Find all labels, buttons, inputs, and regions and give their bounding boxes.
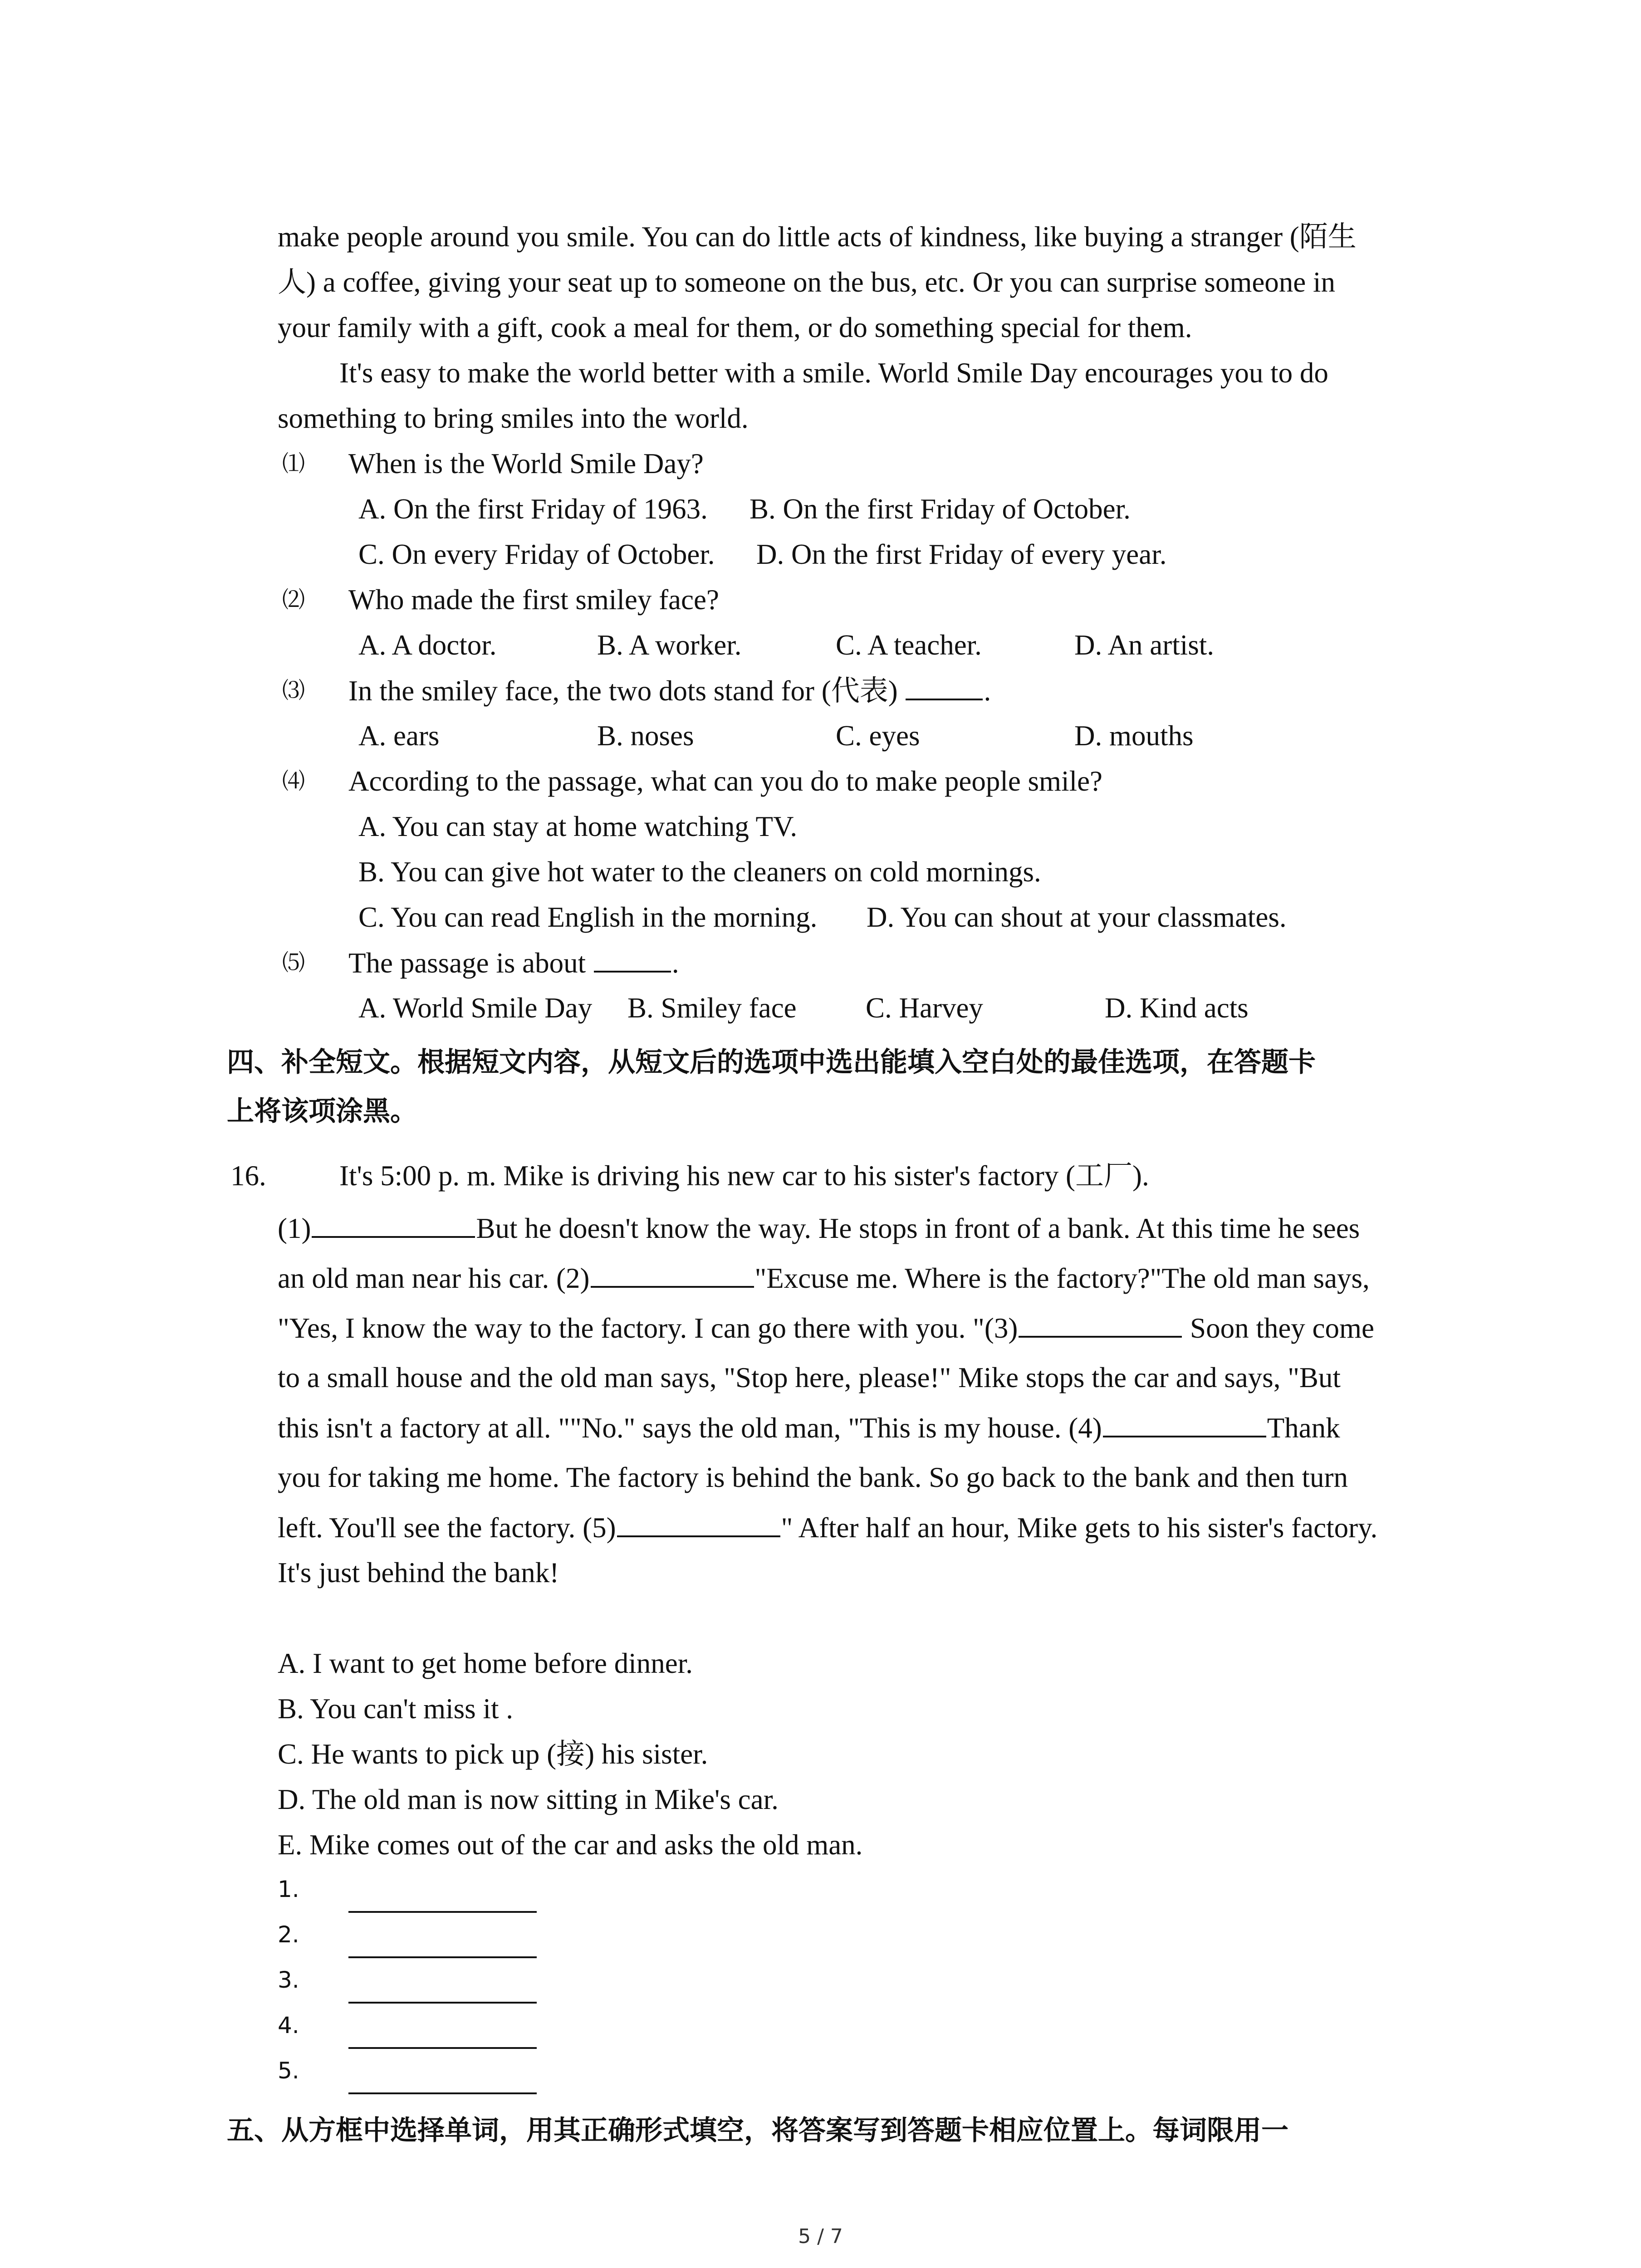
answer-number: 3.: [278, 1967, 299, 1993]
question-text: When is the World Smile Day?: [348, 448, 704, 479]
question-number: 16.: [230, 1160, 266, 1192]
option-a: A. A doctor.: [358, 629, 497, 661]
question-tail: .: [671, 947, 679, 979]
passage-text: Thank: [1267, 1412, 1340, 1444]
option-d: D. mouths: [1074, 720, 1194, 752]
option-d: D. Kind acts: [1105, 992, 1249, 1024]
passage-line: [278, 1310, 1374, 1346]
passage-line: It's just behind the bank!: [278, 1557, 559, 1589]
answer-number: 1.: [278, 1876, 299, 1902]
answer-blank: [1103, 1409, 1266, 1437]
question-number: ⑴: [282, 450, 305, 477]
question-number: ⑵: [282, 587, 305, 613]
option-c: C. Harvey: [866, 992, 983, 1024]
option-b: B. On the first Friday of October.: [749, 493, 1131, 525]
passage-line: [278, 1409, 1340, 1446]
answer-line[interactable]: [348, 1911, 537, 1913]
answer-number: 2.: [278, 1921, 299, 1948]
option-a: A. ears: [358, 720, 440, 752]
option-b: B. You can give hot water to the cleaners on cold mornings.: [358, 856, 1041, 888]
question-number: ⑶: [282, 677, 305, 704]
option-c: C. On every Friday of October.: [358, 538, 715, 570]
page-number: 5 / 7: [798, 2225, 843, 2248]
passage-line: [278, 1509, 1377, 1546]
choice-b: B. You can't miss it .: [278, 1693, 513, 1725]
passage-text: But he doesn't know the way. He stops in front of a bank. At this time he sees: [476, 1212, 1360, 1244]
blank-label: (1): [278, 1212, 311, 1244]
option-c: C. A teacher.: [836, 629, 982, 661]
answer-line[interactable]: [348, 2002, 537, 2004]
passage-text: left. You'll see the factory. (5): [278, 1512, 616, 1544]
option-a: A. World Smile Day: [358, 992, 593, 1024]
question-text-part: In the smiley face, the two dots stand for (代表): [348, 675, 898, 707]
passage-line: [278, 1210, 1360, 1246]
passage-line-4: It's easy to make the world better with a smile. World Smile Day encourages you to do: [339, 357, 1328, 389]
answer-line[interactable]: [348, 1956, 537, 1958]
passage-text: "Excuse me. Where is the factory?"The old man says,: [754, 1262, 1370, 1294]
passage-line: [278, 1260, 1370, 1296]
choice-c: C. He wants to pick up (接) his sister.: [278, 1738, 708, 1770]
passage-text: this isn't a factory at all. ""No." says the old man, "This is my house. (4): [278, 1412, 1102, 1444]
passage-text: an old man near his car. (2): [278, 1262, 590, 1294]
passage-line-3: your family with a gift, cook a meal for them, or do something special for them.: [278, 312, 1192, 343]
answer-line[interactable]: [348, 2092, 537, 2094]
option-a: A. You can stay at home watching TV.: [358, 811, 798, 842]
passage-line-5: something to bring smiles into the world.: [278, 402, 749, 434]
passage-text: Soon they come: [1190, 1312, 1374, 1344]
section-heading: 四、补全短文。根据短文内容，从短文后的选项中选出能填入空白处的最佳选项，在答题卡: [227, 1046, 1316, 1078]
choice-a: A. I want to get home before dinner.: [278, 1647, 693, 1679]
option-b: B. Smiley face: [627, 992, 797, 1024]
option-c: C. You can read English in the morning.: [358, 901, 818, 933]
question-text-part: The passage is about: [348, 947, 586, 979]
answer-blank: [594, 944, 671, 973]
option-d: D. An artist.: [1074, 629, 1214, 661]
answer-line[interactable]: [348, 2047, 537, 2049]
question-text: Who made the first smiley face?: [348, 584, 719, 616]
question-text: [348, 672, 991, 709]
passage-text: "Yes, I know the way to the factory. I can go there with you. "(3): [278, 1312, 1018, 1344]
passage-intro: It's 5:00 p. m. Mike is driving his new car to his sister's factory (工厂).: [339, 1160, 1149, 1192]
question-number: ⑷: [282, 768, 305, 794]
choice-e: E. Mike comes out of the car and asks the old man.: [278, 1829, 863, 1861]
answer-blank: [617, 1509, 780, 1537]
choice-d: D. The old man is now sitting in Mike's car.: [278, 1784, 779, 1815]
question-number: ⑸: [282, 949, 305, 976]
passage-line: to a small house and the old man says, "Stop here, please!" Mike stops the car and says, "But: [278, 1362, 1341, 1393]
passage-text: " After half an hour, Mike gets to his sister's factory.: [781, 1512, 1378, 1544]
option-d: D. You can shout at your classmates.: [867, 901, 1287, 933]
answer-number: 5.: [278, 2058, 299, 2084]
answer-blank: [1019, 1310, 1182, 1338]
answer-blank: [906, 672, 983, 700]
passage-line-1: make people around you smile. You can do little acts of kindness, like buying a stranger (陌生: [278, 221, 1357, 253]
section-heading: 五、从方框中选择单词，用其正确形式填空，将答案写到答题卡相应位置上。每词限用一: [227, 2115, 1288, 2146]
passage-line: you for taking me home. The factory is behind the bank. So go back to the bank and then turn: [278, 1461, 1348, 1493]
question-text: According to the passage, what can you do to make people smile?: [348, 765, 1102, 797]
answer-blank: [312, 1210, 475, 1238]
passage-line-2: 人) a coffee, giving your seat up to someone on the bus, etc. Or you can surprise someone in: [278, 266, 1335, 298]
option-a: A. On the first Friday of 1963.: [358, 493, 708, 525]
option-c: C. eyes: [836, 720, 920, 752]
section-heading-cont: 上将该项涂黑。: [227, 1095, 417, 1127]
option-b: B. noses: [597, 720, 694, 752]
option-b: B. A worker.: [597, 629, 742, 661]
option-d: D. On the first Friday of every year.: [756, 538, 1167, 570]
question-tail: .: [984, 675, 991, 707]
answer-number: 4.: [278, 2012, 299, 2038]
answer-blank: [591, 1260, 754, 1288]
question-text: [348, 944, 679, 981]
